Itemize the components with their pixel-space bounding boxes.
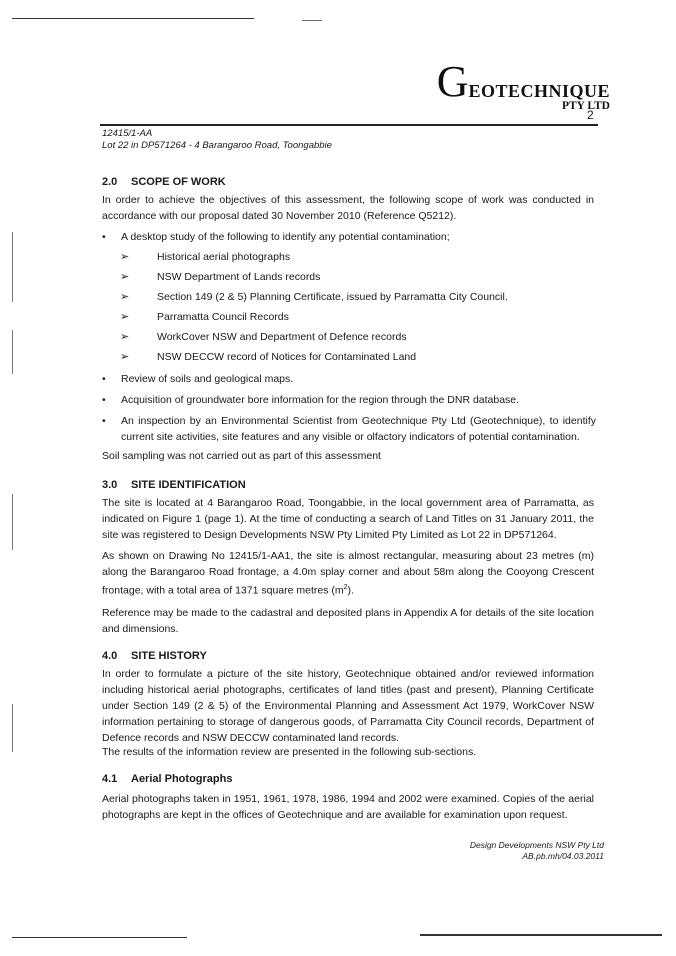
bullet-glyph: • [102,231,106,243]
section-title: Aerial Photographs [131,773,233,785]
arrow-glyph: ➢ [120,291,130,303]
sub-item [120,249,290,265]
section-heading-identification [102,479,246,491]
scope-bullet-desktop-study [102,229,596,245]
identification-paragraph-3: Reference may be made to the cadastral and deposited plans in Appendix A for details of the site location and dimensions. [102,607,594,635]
section-title: SITE IDENTIFICATION [131,479,246,491]
section-heading-aerial [102,773,232,785]
page-number: 2 [587,108,594,122]
section-heading-scope [102,176,226,188]
header-rule [100,124,598,126]
section-number: 4.0 [102,650,118,662]
sub-item [120,309,289,325]
margin-mark [12,704,13,752]
sub-item-text: Section 149 (2 & 5) Planning Certificate, issued by Parramatta City Council. [157,291,508,303]
margin-mark [12,330,13,374]
arrow-glyph: ➢ [120,351,130,363]
scope-intro: In order to achieve the objectives of this assessment, the following scope of work was conducted in accordance with our proposal dated 30 November 2010 (Reference Q5212). [102,194,594,222]
sub-item-text: NSW Department of Lands records [157,271,321,283]
section-heading-history [102,650,207,662]
section-title: SITE HISTORY [131,650,207,662]
history-paragraph-2: The results of the information review are presented in the following sub-sections. [102,746,477,758]
bottom-rule-right [420,934,662,936]
reference-line-1: 12415/1-AA [102,128,153,139]
logo-letter: G [436,57,469,106]
section-number: 4.1 [102,773,118,785]
margin-mark [12,494,13,550]
sub-item [120,349,416,365]
top-rule-short [302,20,322,21]
margin-mark [12,232,13,302]
scope-bullet-groundwater [102,392,596,408]
logo-sub: PTY LTD [561,100,610,112]
paragraph-text: As shown on Drawing No 12415/1-AA1, the site is almost rectangular, measuring about 23 metres (m) along the Barangaroo Road frontage, a 4.0m splay corner and about 58m along the Cooyong Crescent frontage, with a total area of 1371 square metres (m [102,550,594,597]
history-paragraph-1: In order to formulate a picture of the site history, Geotechnique obtained and/or reviewed information including historical aerial photographs, certificates of land titles (past and present), Planning Certificate under Section 149 (2 & 5) of the Environmental Planning and Assessment Act 1979, WorkCover NSW information pertaining to storage of dangerous goods, of Parramatta City Council records, Department of Defence records and NSW DECCW contaminated land records. [102,668,594,744]
superscript: 2 [343,584,348,591]
bullet-glyph: • [102,394,106,406]
scope-bullet-soils [102,371,596,387]
sub-item [120,269,320,285]
sub-item [120,329,407,345]
footer-line-2: AB.pb.mh/04.03.2011 [522,851,604,861]
bullet-text: Acquisition of groundwater bore information for the region through the DNR database. [121,394,520,406]
scope-closing: Soil sampling was not carried out as part of this assessment [102,450,381,462]
bottom-rule-left [12,937,187,938]
aerial-paragraph-1: Aerial photographs taken in 1951, 1961, 1978, 1986, 1994 and 2002 were examined. Copies of the aerial photographs are kept in the offices of Geotechnique and are available for examination upon request. [102,793,594,821]
footer [470,840,604,862]
arrow-glyph: ➢ [120,251,130,263]
sub-item-text: Historical aerial photographs [157,251,291,263]
top-rule [12,18,254,19]
sub-item-text: Parramatta Council Records [157,311,289,323]
section-number: 2.0 [102,176,118,188]
bullet-glyph: • [102,415,106,427]
bullet-text: An inspection by an Environmental Scientist from Geotechnique Pty Ltd (Geotechnique), to identify current site activities, site features and any visible or olfactory indicators of potential contamination. [121,415,596,443]
arrow-glyph: ➢ [120,311,130,323]
sub-item-text: WorkCover NSW and Department of Defence records [157,331,407,343]
section-number: 3.0 [102,479,118,491]
paragraph-end: ). [347,584,354,597]
identification-paragraph-1: The site is located at 4 Barangaroo Road, Toongabbie, in the local government area of Parramatta, as indicated on Figure 1 (page 1). At the time of conducting a search of Land Titles on 31 January 2011, the site was registered to Design Developments NSW Pty Limited Pty Limited as Lot 22 in DP571264. [102,497,594,541]
bullet-text: A desktop study of the following to identify any potential contamination; [121,231,450,243]
section-title: SCOPE OF WORK [131,176,226,188]
footer-line-1: Design Developments NSW Pty Ltd [469,840,604,850]
scope-bullet-inspection [102,413,596,445]
identification-paragraph-2 [102,548,594,599]
bullet-glyph: • [102,373,106,385]
logo-word: EOTECHNIQUE [468,81,610,101]
sub-item [120,289,508,305]
company-logo [436,57,610,112]
arrow-glyph: ➢ [120,271,130,283]
sub-item-text: NSW DECCW record of Notices for Contaminated Land [157,351,417,363]
reference-line-2: Lot 22 in DP571264 - 4 Barangaroo Road, Toongabbie [102,140,332,151]
bullet-text: Review of soils and geological maps. [121,373,294,385]
arrow-glyph: ➢ [120,331,130,343]
